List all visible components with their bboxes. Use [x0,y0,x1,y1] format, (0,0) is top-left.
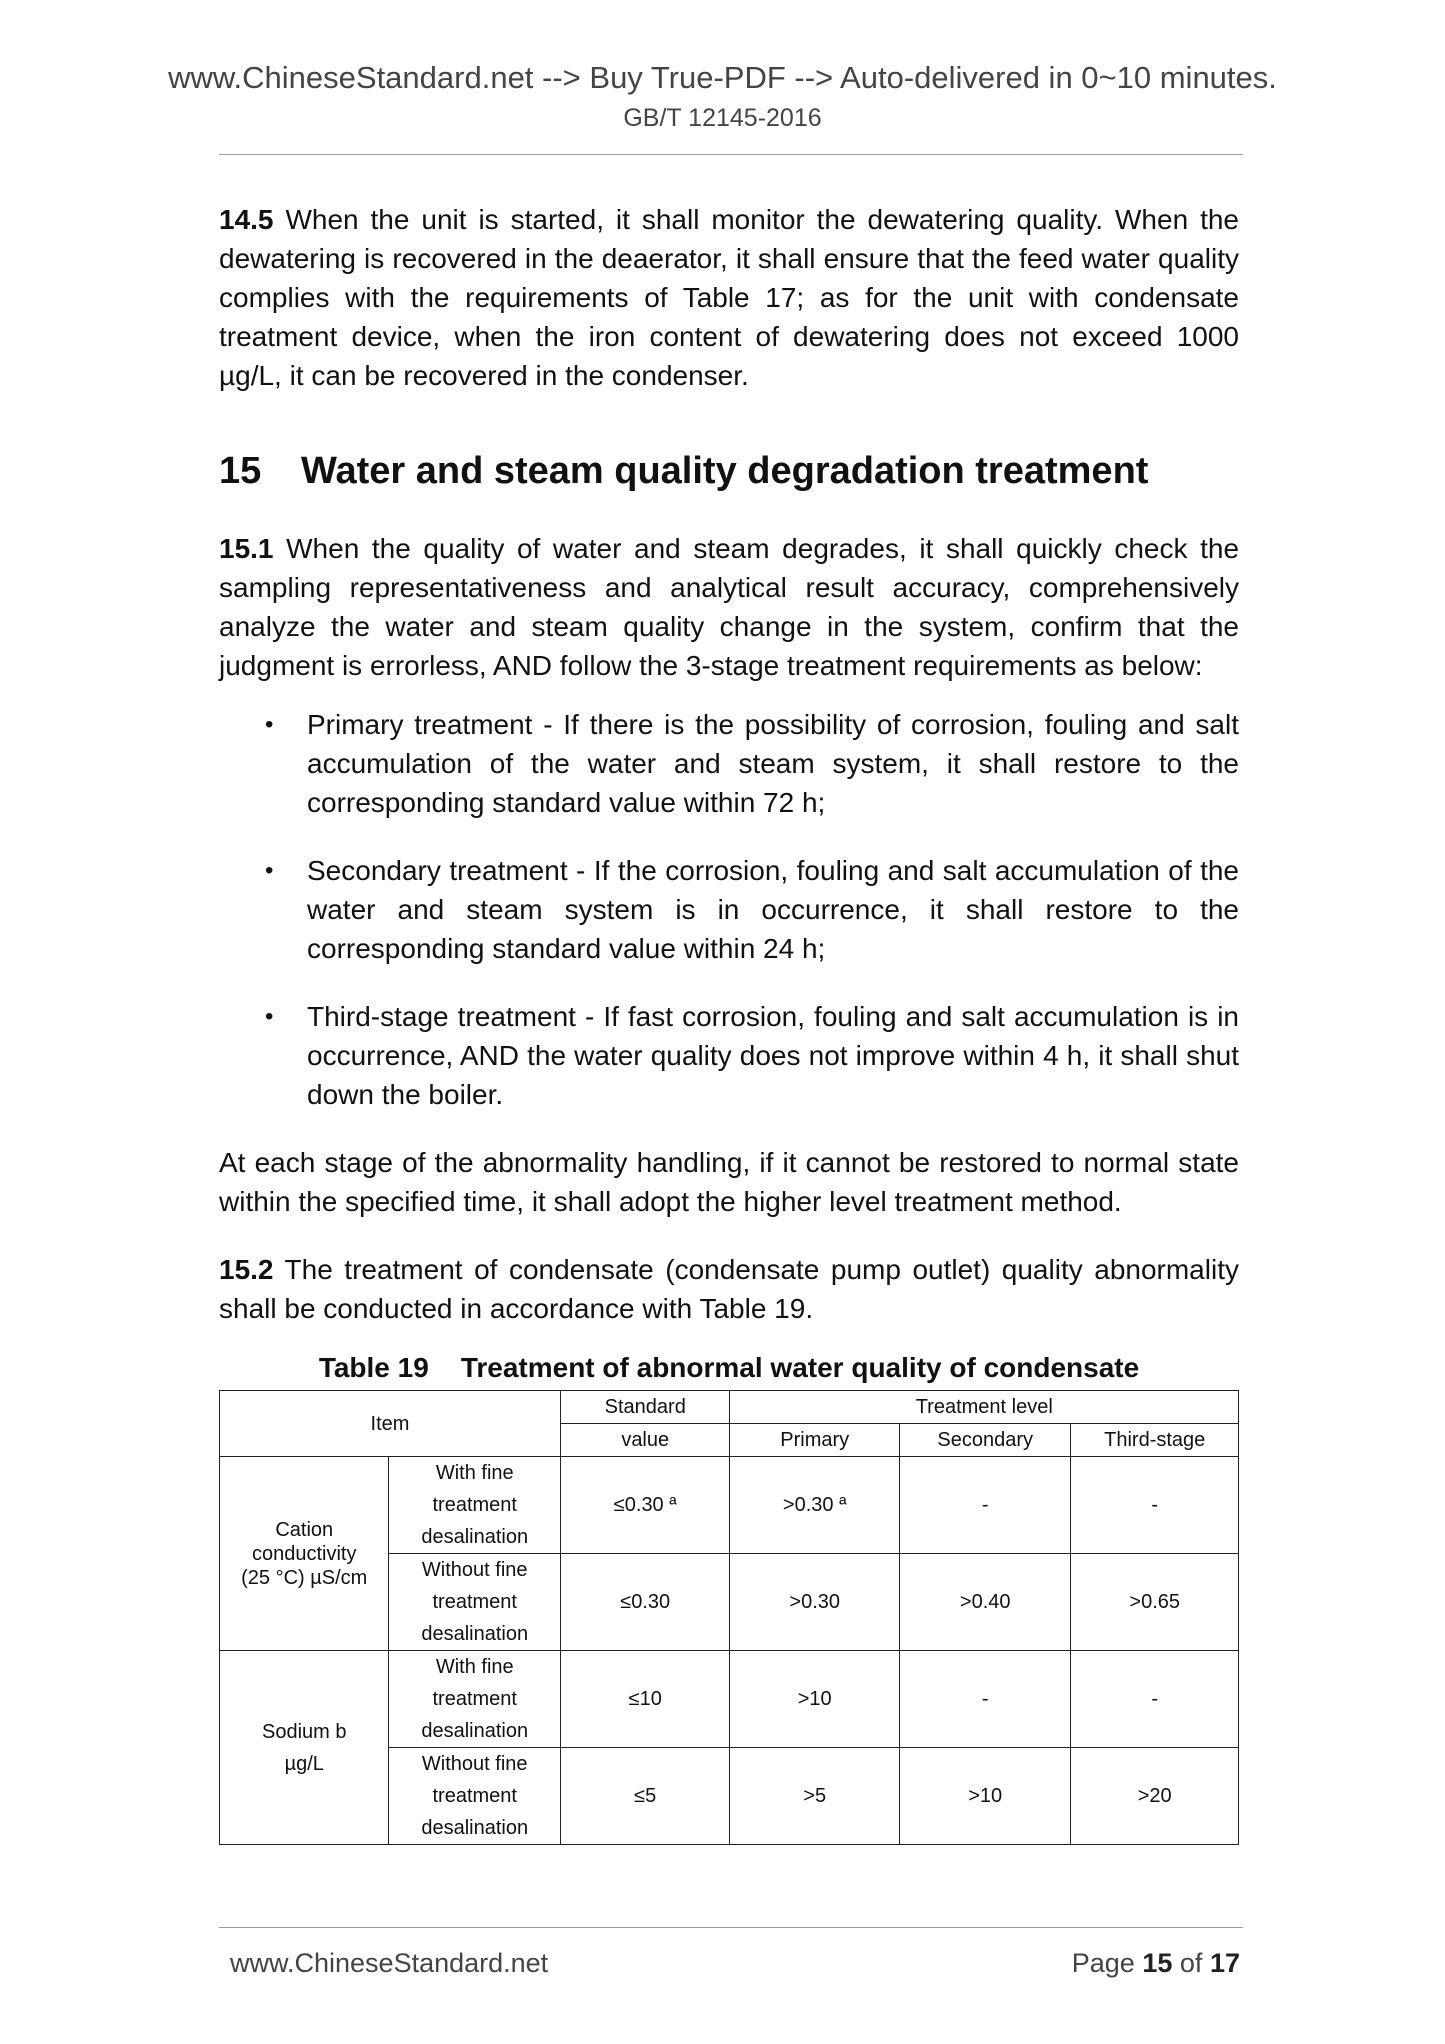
bullet-text: Secondary treatment - If the corrosion, fouling and salt accumulation of the water and steam system is in occurrence, it shall restore to the corresponding standard value within 24 h; [307,855,1239,964]
clause-text: When the quality of water and steam degrades, it shall quickly check the sampling representativeness and analytical result accuracy, comprehensively analyze the water and steam quality change in the system, confirm that the judgment is errorless, AND follow the 3-stage treatment requirements as below: [219,533,1240,681]
page-indicator [1072,1948,1240,1979]
condition-line: treatment [432,1785,517,1807]
bullet-text: Third-stage treatment - If fast corrosion, fouling and salt accumulation is in occurrence, AND the water quality does not improve within 4 h, it shall shut down the boiler. [307,1001,1239,1110]
third-stage-cell: >0.65 [1071,1554,1239,1651]
page-of: of [1179,1948,1203,1978]
bullet-primary-treatment [219,705,1239,822]
standard-value-cell: ≤10 [560,1651,729,1748]
page-current: 15 [1142,1948,1173,1978]
standard-value-cell: ≤0.30 [560,1554,729,1651]
clause-15-2 [219,1250,1239,1328]
secondary-cell: - [899,1457,1071,1554]
primary-cell: >0.30 [730,1554,899,1651]
primary-cell: >5 [730,1748,899,1845]
secondary-cell: >10 [899,1748,1071,1845]
primary-cell: >10 [730,1651,899,1748]
condition-cell [389,1651,561,1748]
bullet-icon: • [265,711,274,738]
bullet-icon: • [265,857,274,884]
condition-line: treatment [432,1688,517,1710]
section-title: Water and steam quality degradation treatment [301,450,1149,492]
header-standard: Standard [560,1391,729,1424]
table-header-row [220,1391,1239,1424]
page-total: 17 [1209,1948,1240,1978]
group-label-line: (25 °C) µS/cm [241,1566,368,1589]
bullet-third-stage-treatment [219,997,1239,1114]
header-divider [219,154,1243,155]
page-content [219,200,1239,1845]
condition-line: desalination [421,1526,529,1548]
footer-divider [219,1927,1243,1928]
primary-cell: >0.30 ª [730,1457,899,1554]
clause-14-5 [219,200,1239,395]
secondary-cell: >0.40 [899,1554,1071,1651]
bullet-secondary-treatment [219,851,1239,968]
header-banner: www.ChineseStandard.net --> Buy True-PDF --> Auto-delivered in 0~10 minutes. [168,60,1277,95]
document-code: GB/T 12145-2016 [623,104,822,132]
secondary-cell: - [899,1651,1071,1748]
clause-number: 15.2 [219,1254,274,1285]
third-stage-cell: - [1071,1651,1239,1748]
bullet-icon: • [265,1003,274,1030]
condition-line: Without fine [421,1559,528,1581]
group-label-sodium [220,1651,389,1845]
clause-15-1 [219,529,1239,685]
table-title: Treatment of abnormal water quality of condensate [460,1352,1140,1383]
clause-number: 14.5 [219,204,274,235]
page-prefix: Page [1071,1948,1135,1978]
abnormality-handling-note: At each stage of the abnormality handling, if it cannot be restored to normal state within the specified time, it shall adopt the higher level treatment method. [219,1147,1239,1217]
standard-value-cell: ≤5 [560,1748,729,1845]
header-item: Item [220,1391,561,1457]
clause-text: When the unit is started, it shall monitor the dewatering quality. When the dewatering is recovered in the deaerator, it shall ensure that the feed water quality complies with the requirements of Table 17; as for the unit with condensate treatment device, when the iron content of dewatering does not exceed 1000 µg/L, it can be recovered in the condenser. [219,204,1239,391]
table-row [220,1457,1239,1554]
clause-number: 15.1 [219,533,274,564]
table-caption [219,1348,1239,1387]
bullet-text: Primary treatment - If there is the possibility of corrosion, fouling and salt accumulation of the water and steam system, it shall restore to the corresponding standard value within 72 h; [307,709,1239,818]
condition-line: desalination [421,1817,529,1839]
condition-line: treatment [432,1591,517,1613]
group-label-line: Cation [275,1518,334,1541]
condition-cell [389,1554,561,1651]
group-label-cation-conductivity [220,1457,389,1651]
header-value: value [560,1424,729,1457]
third-stage-cell: >20 [1071,1748,1239,1845]
condition-cell [389,1457,561,1554]
group-label-line: conductivity [251,1542,357,1565]
condition-line: treatment [432,1494,517,1516]
group-label-line: Sodium b [261,1720,347,1743]
condition-line: With fine [435,1656,514,1678]
header-primary: Primary [730,1424,899,1457]
group-label-line: µg/L [284,1752,324,1775]
condition-line: With fine [435,1462,514,1484]
header-treatment-level: Treatment level [730,1391,1239,1424]
header-third-stage: Third-stage [1071,1424,1239,1457]
clause-text: The treatment of condensate (condensate pump outlet) quality abnormality shall be conducted in accordance with Table 19. [219,1254,1239,1324]
standard-value-cell: ≤0.30 ª [560,1457,729,1554]
header-secondary: Secondary [899,1424,1071,1457]
third-stage-cell: - [1071,1457,1239,1554]
section-heading [219,447,1239,495]
footer-site-link[interactable]: www.ChineseStandard.net [230,1948,549,1978]
condition-line: Without fine [421,1753,528,1775]
table-number: Table 19 [318,1352,429,1383]
section-number: 15 [219,450,262,492]
condition-line: desalination [421,1720,529,1742]
condition-line: desalination [421,1623,529,1645]
table-19 [219,1390,1239,1845]
condition-cell [389,1748,561,1845]
table-row [220,1651,1239,1748]
